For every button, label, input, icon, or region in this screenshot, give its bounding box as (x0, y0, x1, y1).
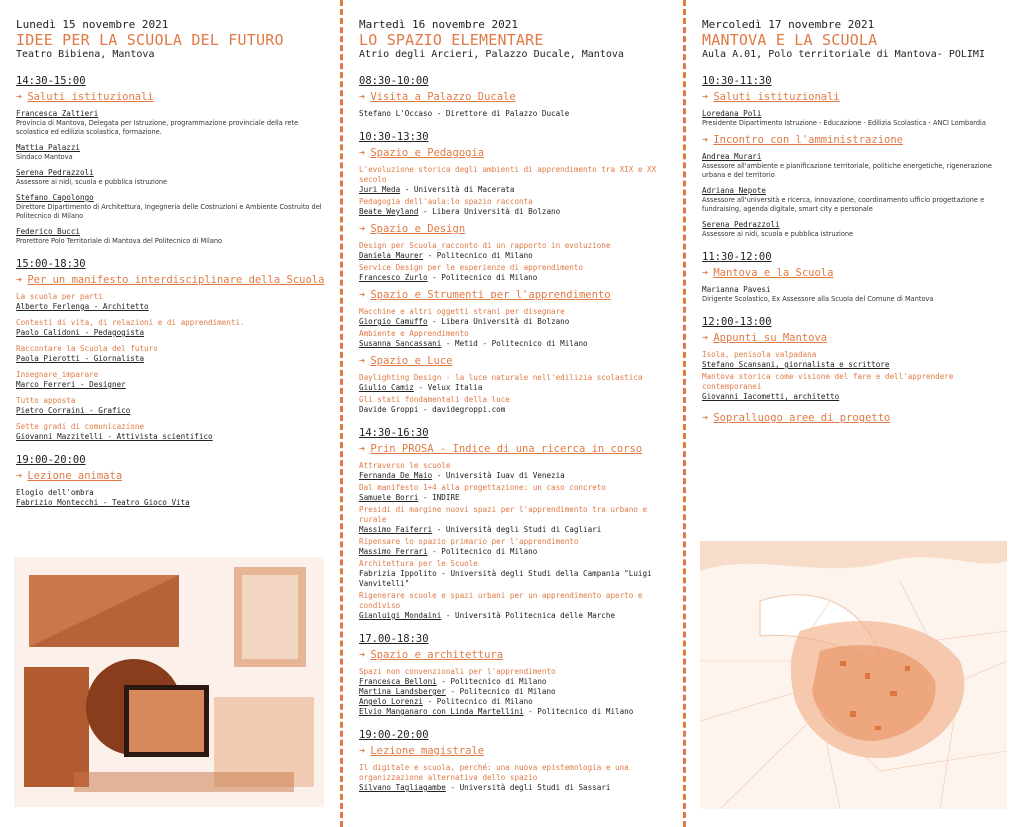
talk: Presidi di margine nuovi spazi per l'apprendimento tra urbano e rurale Massimo Faiferri - Università degli Studi di Cagliari (359, 505, 648, 534)
talk: Architettura per le Scuole Fabrizia Ippolito - Università degli Studi della Campania "Luigi Vanvitelli" (359, 559, 652, 588)
section-heading: ➔ Prin PROSA - Indice di una ricerca in corso (359, 443, 643, 455)
session-time: 19:00-20:00 (16, 454, 86, 466)
section-heading: ➔ Per un manifesto interdisciplinare della Scuola (16, 274, 325, 286)
talk: Attraverso le scuole Fernanda De Maio - Università Iuav di Venezia (359, 461, 565, 480)
speaker: Federico Bucci Prorettore Polo Territoriale di Mantova del Politecnico di Milano (16, 227, 223, 245)
speaker: Mattia Palazzi Sindaco Mantova (16, 143, 81, 161)
section-heading: ➔ Visita a Palazzo Ducale (359, 91, 516, 103)
talk: Isola, penisola valpadana Stefano Scansani, giornalista e scrittore (702, 350, 890, 369)
day-2-column (343, 0, 683, 827)
section-heading: ➔ Spazio e Design (359, 223, 466, 235)
arrow-icon: ➔ (702, 412, 709, 424)
arrow-icon: ➔ (16, 274, 23, 286)
section-heading: ➔ Spazio e architettura (359, 649, 504, 661)
talk: Macchine e altri oggetti strani per disegnare Giorgio Camuffo - Libera Università di Bolzano (359, 307, 570, 326)
day-venue: Aula A.01, Polo territoriale di Mantova- POLIMI (702, 49, 985, 60)
section-heading: ➔ Mantova e la Scuola (702, 267, 834, 279)
talk: Pedagogia dell'aula:lo spazio racconta Beate Weyland - Libera Università di Bolzano (359, 197, 561, 216)
day-title: LO SPAZIO ELEMENTARE (359, 31, 544, 49)
arrow-icon: ➔ (359, 443, 366, 455)
session-time: 08:30-10:00 (359, 75, 429, 87)
talk: L'evoluzione storica degli ambienti di apprendimento tra XIX e XX secolo Juri Meda - Università di Macerata (359, 165, 657, 194)
talk: Insegnare_imparare Marco Ferreri - Designer (16, 370, 126, 389)
arrow-icon: ➔ (702, 91, 709, 103)
session-time: 17.00-18:30 (359, 633, 429, 645)
arrow-icon: ➔ (702, 134, 709, 146)
arrow-icon: ➔ (359, 223, 366, 235)
speaker: Marianna Pavesi Dirigente Scolastico, Ex Assessore alla Scuola del Comune di Mantova (702, 285, 934, 303)
city-map-illustration (700, 541, 1007, 809)
section-heading: ➔ Saluti istituzionali (16, 91, 154, 103)
talk: Contesti di vita, di relazioni e di apprendimenti. Paolo Calidoni - Pedagogista (16, 318, 245, 337)
collage-illustration (14, 557, 324, 807)
arrow-icon: ➔ (359, 289, 366, 301)
arrow-icon: ➔ (359, 355, 366, 367)
talk: Ambiente e Apprendimento Susanna Sancassani - Metid - Politecnico di Milano (359, 329, 588, 348)
day-date: Mercoledì 17 novembre 2021 (702, 18, 875, 31)
session-time: 10:30-11:30 (702, 75, 772, 87)
talk: Gli stati fondamentali della luce Davide Groppi - davidegroppi.com (359, 395, 510, 414)
speaker: Andrea Murari Assessore all'ambiente e pianificazione territoriale, politiche energetiche, rigenerazione urbana e del territorio (702, 152, 992, 179)
arrow-icon: ➔ (359, 91, 366, 103)
talk: Il digitale e scuola, perché: una nuova epistemologia e una organizzazione alternativa dello spazio Silvano Tagliagambe - Università degli Studi di Sassari (359, 763, 629, 792)
section-heading: ➔ Saluti istituzionali (702, 91, 840, 103)
section-heading: ➔ Lezione magistrale (359, 745, 485, 757)
talk: Raccontare la Scuola del futuro Paola Pierotti - Giornalista (16, 344, 158, 363)
session-time: 11:30-12:00 (702, 251, 772, 263)
section-heading: ➔ Lezione animata (16, 470, 123, 482)
session-time: 14:30-16:30 (359, 427, 429, 439)
day-title: MANTOVA E LA SCUOLA (702, 31, 878, 49)
arrow-icon: ➔ (359, 147, 366, 159)
section-heading: ➔ Spazio e Strumenti per l'apprendimento (359, 289, 611, 301)
arrow-icon: ➔ (702, 332, 709, 344)
section-heading: ➔ Sopralluogo aree di progetto (702, 412, 891, 424)
talk: Elogio dell'ombra Fabrizio Montecchi - Teatro Gioco Vita (16, 488, 190, 507)
arrow-icon: ➔ (359, 745, 366, 757)
arrow-icon: ➔ (359, 649, 366, 661)
talk: Dal manifesto 1+4 alla progettazione: un caso concreto Samuele Borri - INDIRE (359, 483, 606, 502)
speaker: Loredana Poli Presidente Dipartimento Istruzione - Educazione - Edilizia Scolastica - ANCI Lombardia (702, 109, 986, 127)
speaker: Francesca Zaltieri Provincia di Mantova, Delegata per Istruzione, programmazione provinciale della rete scolastica ed edilizia scolastica, formazione. (16, 109, 299, 136)
speaker: Stefano L'Occaso - Direttore di Palazzo Ducale (359, 109, 570, 118)
speaker: Serena Pedrazzoli Assessore ai nidi, scuola e pubblica istruzione (16, 168, 168, 186)
talk: La scuola per parti Alberto Ferlenga - Architetto (16, 292, 149, 311)
talk: Mantova storica come visione del fare e dell'apprendere contemporanei Giovanni Iacometti, architetto (702, 372, 954, 401)
session-time: 15:00-18:30 (16, 258, 86, 270)
session-time: 19:00-20:00 (359, 729, 429, 741)
speaker: Adriana Nepote Assessore all'università e ricerca, innovazione, coordinamento ufficio progettazione e fundraising, agenda digitale, smart city e personale (702, 186, 985, 213)
day-title: IDEE PER LA SCUOLA DEL FUTURO (16, 31, 284, 49)
talk: Ripensare lo spazio primario per l'apprendimento Massimo Ferrari - Politecnico di Milano (359, 537, 579, 556)
speaker: Stefano Capolongo Direttore Dipartimento di Architettura, Ingegneria delle Costruzioni e Ambiente Costruito del Politecnico di Milano (16, 193, 322, 220)
speaker: Serena Pedrazzoli Assessore ai nidi, scuola e pubblica istruzione (702, 220, 854, 238)
arrow-icon: ➔ (702, 267, 709, 279)
talk: Design per Scuola_racconto di un rapporto in evoluzione Daniela Maurer - Politecnico di Milano (359, 241, 611, 260)
day-date: Lunedì 15 novembre 2021 (16, 18, 169, 31)
day-venue: Atrio degli Arcieri, Palazzo Ducale, Mantova (359, 49, 624, 60)
arrow-icon: ➔ (16, 91, 23, 103)
day-date: Martedì 16 novembre 2021 (359, 18, 518, 31)
talk: Spazi non convenzionali per l'apprendimento Francesca Belloni - Politecnico di Milano Martina Landsberger - Politecnico di Milano Angelo Lorenzi - Politecnico di Milano Elvio Manganaro con Linda Martellini - Politecnico di Milano (359, 667, 634, 716)
session-time: 14:30-15:00 (16, 75, 86, 87)
section-heading: ➔ Spazio e Luce (359, 355, 453, 367)
talk: Tutto apposta Pietro Corraini - Grafico (16, 396, 131, 415)
day-venue: Teatro Bibiena, Mantova (16, 49, 155, 60)
session-time: 10:30-13:30 (359, 131, 429, 143)
section-heading: ➔ Spazio e Pedagogia (359, 147, 485, 159)
talk: Rigenerare scuole e spazi urbani per un apprendimento aperto e condiviso Gianluigi Mondaini - Università Politecnica delle Marche (359, 591, 643, 620)
section-heading: ➔ Incontro con l'amministrazione (702, 134, 903, 146)
talk: Service Design per le esperienze di apprendimento Francesco Zurlo - Politecnico di Milano (359, 263, 584, 282)
arrow-icon: ➔ (16, 470, 23, 482)
talk: Sette gradi di comunicazione Giovanni Mazzitelli - Attivista scientifico (16, 422, 213, 441)
talk: Daylighting Design - la luce naturale nell'edilizia scolastica Giulio Camiz - Velux Italia (359, 373, 643, 392)
session-time: 12:00-13:00 (702, 316, 772, 328)
section-heading: ➔ Appunti su Mantova (702, 332, 828, 344)
